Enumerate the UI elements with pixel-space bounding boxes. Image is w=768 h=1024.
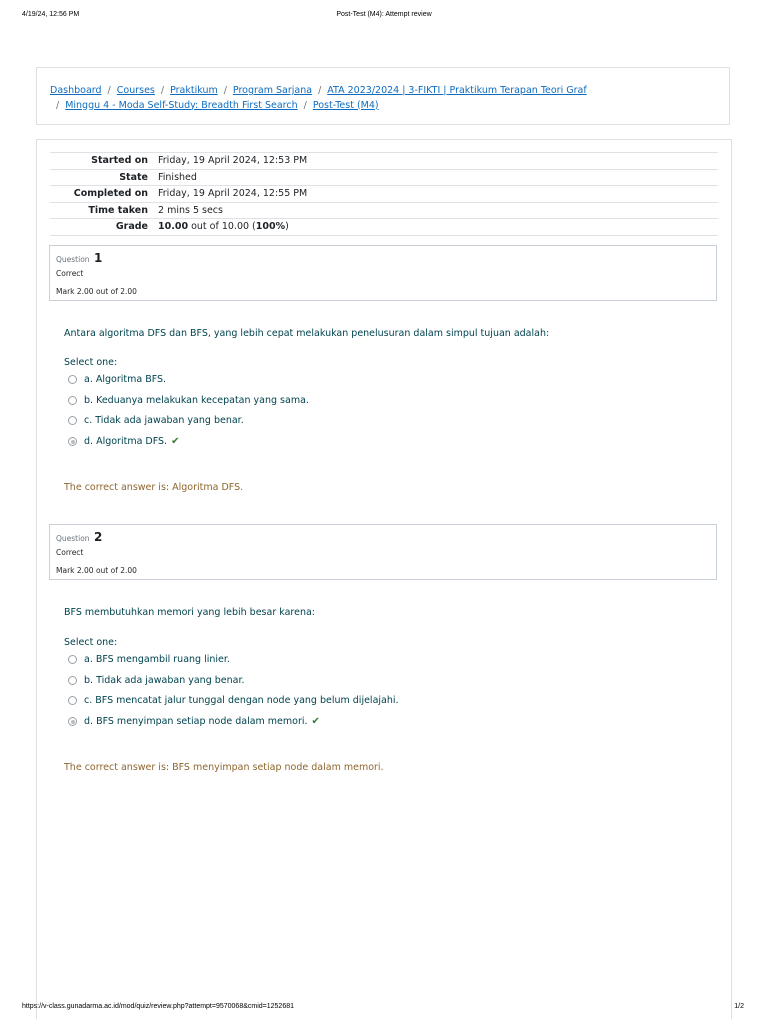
print-url: https://v-class.gunadarma.ac.id/mod/quiz/review.php?attempt=9570068&cmid=1252681 — [22, 1003, 295, 1010]
summary-label: Started on — [91, 155, 148, 167]
check-icon: ✔ — [171, 436, 180, 447]
breadcrumb-quiz[interactable]: Post-Test (M4) — [312, 99, 379, 111]
summary-label: Grade — [115, 221, 148, 233]
question-info — [49, 245, 717, 301]
summary-row-grade — [50, 219, 718, 236]
radio-button[interactable] — [68, 375, 77, 384]
question-number-value: 2 — [93, 530, 103, 544]
summary-row-completed — [50, 186, 718, 203]
breadcrumb — [36, 67, 730, 125]
question-state: Correct — [56, 269, 84, 278]
question-text: BFS membutuhkan memori yang lebih besar karena: — [64, 607, 315, 618]
radio-selected-icon[interactable] — [68, 717, 77, 726]
summary-row-started — [50, 153, 718, 170]
question-text: Antara algoritma DFS dan BFS, yang lebih cepat melakukan penelusuran dalam simpul tujuan adalah: — [64, 328, 550, 339]
breadcrumb-courses[interactable]: Courses — [116, 85, 155, 96]
grade-mid: out of 10.00 ( — [188, 221, 256, 233]
breadcrumb-course[interactable]: ATA 2023/2024 | 3-FIKTI | Praktikum Terapan Teori Graf — [327, 85, 587, 96]
summary-label: Time taken — [88, 204, 148, 216]
radio-button[interactable] — [68, 416, 77, 425]
summary-value: Finished — [158, 171, 197, 183]
question-state: Correct — [56, 548, 84, 557]
grade-score: 10.00 — [158, 221, 189, 233]
question-info — [49, 524, 717, 580]
summary-value: Friday, 19 April 2024, 12:53 PM — [158, 155, 308, 167]
summary-label: Completed on — [73, 188, 148, 200]
question-label: Question — [56, 255, 90, 264]
summary-label: State — [119, 171, 148, 183]
breadcrumb-separator: / — [56, 99, 60, 111]
grade-value — [158, 219, 718, 236]
select-one-prompt: Select one: — [64, 637, 118, 648]
attempt-summary-table — [50, 152, 718, 236]
radio-button[interactable] — [68, 696, 77, 705]
select-one-prompt: Select one: — [64, 357, 118, 368]
print-datetime: 4/19/24, 12:56 PM — [22, 11, 80, 18]
breadcrumb-week[interactable]: Minggu 4 - Moda Self-Study: Breadth First Search — [65, 99, 298, 111]
question-number — [56, 530, 102, 544]
radio-button[interactable] — [68, 396, 77, 405]
print-header — [0, 11, 768, 23]
print-page-number: 1/2 — [734, 1003, 744, 1010]
breadcrumb-separator: / — [318, 85, 322, 96]
answer-label: b. Keduanya melakukan kecepatan yang sama. — [84, 395, 309, 406]
breadcrumb-program-sarjana[interactable]: Program Sarjana — [232, 85, 313, 96]
answer-label: a. BFS mengambil ruang linier. — [84, 654, 230, 665]
question-label: Question — [56, 534, 90, 543]
answer-label-text: d. Algoritma DFS. — [84, 436, 168, 447]
radio-selected-icon[interactable] — [68, 437, 77, 446]
radio-button[interactable] — [68, 676, 77, 685]
breadcrumb-dashboard[interactable]: Dashboard — [50, 85, 102, 96]
answer-label: a. Algoritma BFS. — [84, 374, 167, 385]
check-icon: ✔ — [311, 716, 320, 727]
answer-label: c. BFS mencatat jalur tunggal dengan node yang belum dijelajahi. — [84, 695, 399, 706]
breadcrumb-separator: / — [303, 99, 307, 111]
correct-answer-feedback: The correct answer is: Algoritma DFS. — [64, 482, 244, 493]
summary-value: Friday, 19 April 2024, 12:55 PM — [158, 188, 308, 200]
summary-row-time — [50, 202, 718, 219]
answer-label: c. Tidak ada jawaban yang benar. — [84, 415, 244, 426]
radio-button[interactable] — [68, 655, 77, 664]
breadcrumb-separator: / — [223, 85, 227, 96]
question-mark: Mark 2.00 out of 2.00 — [56, 287, 137, 296]
print-title: Post-Test (M4): Attempt review — [336, 11, 432, 18]
summary-value: 2 mins 5 secs — [158, 204, 223, 216]
answer-label-text: d. BFS menyimpan setiap node dalam memori. — [84, 716, 308, 727]
grade-end: ) — [285, 221, 289, 233]
answer-label — [84, 436, 179, 447]
breadcrumb-separator: / — [160, 85, 165, 96]
question-number-value: 1 — [93, 251, 103, 265]
answer-label — [84, 716, 320, 727]
correct-answer-feedback: The correct answer is: BFS menyimpan setiap node dalam memori. — [64, 762, 384, 773]
breadcrumb-list — [50, 84, 720, 113]
summary-row-state — [50, 169, 718, 186]
question-number — [56, 251, 102, 265]
question-mark: Mark 2.00 out of 2.00 — [56, 566, 137, 575]
breadcrumb-praktikum[interactable]: Praktikum — [170, 85, 218, 96]
answer-label: b. Tidak ada jawaban yang benar. — [84, 675, 245, 686]
breadcrumb-separator: / — [107, 85, 111, 96]
print-footer — [0, 1003, 768, 1015]
grade-percent: 100% — [255, 221, 286, 233]
